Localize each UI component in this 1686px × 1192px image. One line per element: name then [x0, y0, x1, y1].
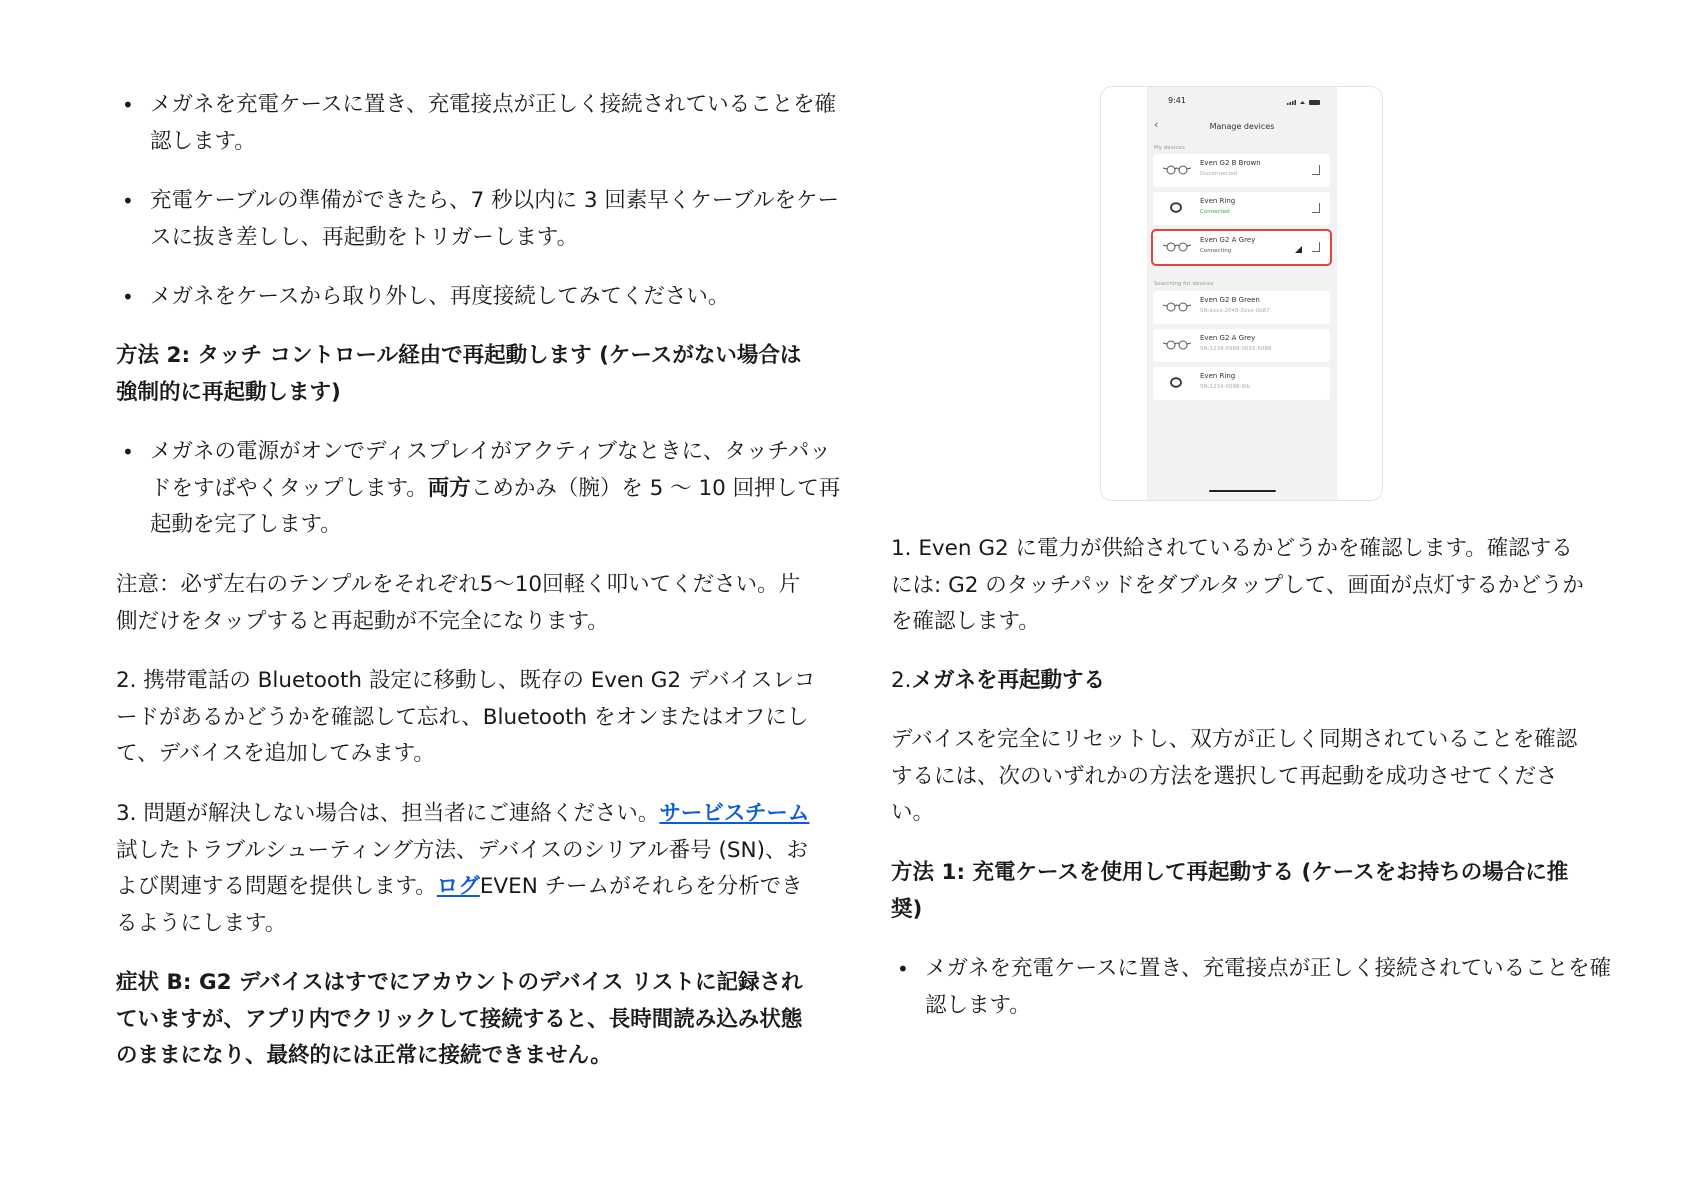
device-status: Connected	[1200, 209, 1230, 215]
bullet-place-in-case-right: • メガネを充電ケースに置き、充電接点が正しく接続されていることを確認します。	[891, 951, 1625, 1024]
bullet-tap-touchpad: • メガネの電源がオンでディスプレイがアクティブなときに、タッチパッドをすばやくタップします。両方こめかみ（腕）を 5 〜 10 回押して再起動を完了します。	[116, 434, 850, 544]
device-name: Even Ring	[1200, 372, 1236, 380]
device-serial: SN:xxxx-2048-0xxx-0b87	[1200, 308, 1270, 314]
device-serial: SN:1234-0098-9lb	[1200, 384, 1250, 390]
phone-screen	[1147, 87, 1337, 500]
ring-icon	[1170, 377, 1182, 388]
glasses-icon	[1163, 164, 1191, 176]
note-paragraph: 注意：必ず左右のテンプルをそれぞれ5〜10回軽く叩いてください。片側だけをタップすると再起動が不完全になります。	[116, 572, 801, 634]
glasses-icon	[1163, 301, 1191, 313]
found-card-g2-green[interactable]	[1153, 291, 1330, 324]
device-name: Even Ring	[1200, 197, 1236, 205]
device-card-g2-brown[interactable]	[1153, 154, 1330, 187]
device-name: Even G2 B Green	[1200, 296, 1260, 304]
reset-paragraph: デバイスを完全にリセットし、双方が正しく同期されていることを確認するには、次のいずれかの方法を選択して再起動を成功させてください。	[891, 727, 1578, 825]
device-name: Even G2 B Brown	[1200, 159, 1261, 167]
both-emphasis: 両方	[427, 475, 471, 501]
device-card-ring[interactable]	[1153, 192, 1330, 225]
home-indicator	[1209, 490, 1276, 492]
step-2-bluetooth: 2. 携帯電話の Bluetooth 設定に移動し、既存の Even G2 デバイスレコードがあるかどうかを確認して忘れ、Bluetooth をオンまたはオフにして、デバイスを追加してみます。	[116, 668, 816, 766]
device-action-icon[interactable]	[1312, 242, 1320, 252]
device-status: Disconnected	[1200, 171, 1238, 177]
bullet-replug-cable: • 充電ケーブルの準備ができたら、7 秒以内に 3 回素早くケーブルをケースに抜き差しし、再起動をトリガーします。	[116, 183, 850, 256]
back-chevron-icon[interactable]: ‹	[1154, 118, 1159, 131]
device-status: Connecting	[1200, 248, 1232, 254]
step-1-power: 1. Even G2 に電力が供給されているかどうかを確認します。確認するには: G2 のタッチパッドをダブルタップして、画面が点灯するかどうかを確認します。	[891, 536, 1584, 634]
device-action-icon[interactable]	[1312, 165, 1320, 175]
device-serial: SN:1234-5988-0093-5088	[1200, 346, 1272, 352]
bullet-remove-reconnect: • メガネをケースから取り外し、再度接続してみてください。	[116, 279, 850, 316]
status-icons	[1287, 99, 1323, 105]
screen-title: Manage devices	[1209, 122, 1275, 131]
device-name: Even G2 A Grey	[1200, 236, 1256, 244]
glasses-icon	[1163, 339, 1191, 351]
step-3-contact: 3. 問題が解決しない場合は、担当者にご連絡ください。サービスチーム試したトラブルシューティング方法、デバイスのシリアル番号 (SN)、および関連する問題を提供します。ログEVEN チームがそれらを分析できるようにします。	[116, 801, 810, 936]
my-devices-label: My devices	[1154, 145, 1185, 151]
method-1-heading: 方法 1: 充電ケースを使用して再起動する (ケースをお持ちの場合に推奨)	[891, 860, 1569, 922]
symptom-b-heading: 症状 B: G2 デバイスはすでにアカウントのデバイス リストに記録されていますが、アプリ内でクリックして接続すると、長時間読み込み状態のままになり、最終的には正常に接続できません。	[116, 970, 803, 1068]
phone-screenshot	[1100, 86, 1383, 501]
ring-icon	[1170, 202, 1182, 213]
method-2-heading: 方法 2: タッチ コントロール経由で再起動します (ケースがない場合は強制的に再起動します)	[116, 343, 802, 405]
device-card-g2-grey-connecting[interactable]	[1153, 231, 1330, 264]
service-team-link[interactable]: サービスチーム	[659, 801, 810, 826]
searching-label: Searching for devices	[1154, 281, 1214, 287]
found-card-g2-grey[interactable]	[1153, 329, 1330, 362]
signal-icon	[1295, 246, 1302, 253]
found-card-ring[interactable]	[1153, 367, 1330, 400]
device-action-icon[interactable]	[1312, 203, 1320, 213]
status-time: 9:41	[1168, 96, 1186, 105]
log-link[interactable]: ログ	[436, 874, 480, 899]
glasses-icon	[1163, 241, 1191, 253]
step-2-heading: 2.メガネを再起動する	[891, 668, 1106, 693]
device-name: Even G2 A Grey	[1200, 334, 1256, 342]
bullet-place-in-case: • メガネを充電ケースに置き、充電接点が正しく接続されていることを確認します。	[116, 87, 850, 160]
